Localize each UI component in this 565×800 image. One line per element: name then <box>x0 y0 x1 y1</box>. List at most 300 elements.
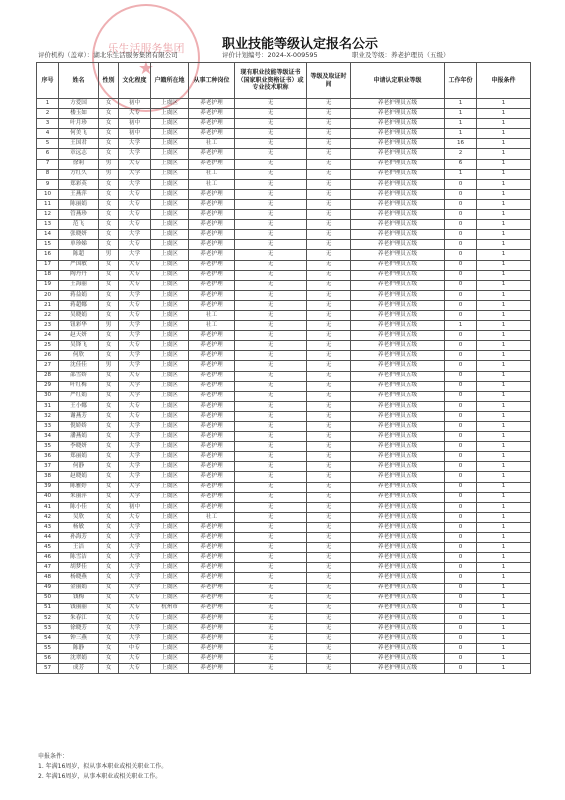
table-row <box>37 613 531 623</box>
cell-cert-date: 无 <box>307 401 351 411</box>
cell-job-post: 养老护理 <box>189 210 235 220</box>
table-row <box>37 664 531 674</box>
cell-gender: 女 <box>99 210 119 220</box>
cell-cert-date: 无 <box>307 341 351 351</box>
cell-name: 王海丽 <box>59 280 99 290</box>
cell-name: 楼玉如 <box>59 109 99 119</box>
cell-job-post: 社工 <box>189 310 235 320</box>
cell-eligibility: 1 <box>477 512 531 522</box>
cell-name: 陶丹丹 <box>59 270 99 280</box>
cell-residence: 上虞区 <box>151 139 189 149</box>
cell-name: 严国敏 <box>59 260 99 270</box>
table-row <box>37 432 531 442</box>
cell-job-post: 养老护理 <box>189 472 235 482</box>
cell-name: 赵天妍 <box>59 331 99 341</box>
cell-residence: 上虞区 <box>151 300 189 310</box>
cell-index: 13 <box>37 220 59 230</box>
cell-residence: 上虞区 <box>151 563 189 573</box>
cell-current-certificate: 无 <box>235 220 307 230</box>
cell-index: 20 <box>37 290 59 300</box>
cell-name: 赵晓娟 <box>59 472 99 482</box>
cell-applied-level: 养老护理员五级 <box>351 472 445 482</box>
cell-eligibility: 1 <box>477 543 531 553</box>
cell-job-post: 养老护理 <box>189 371 235 381</box>
cell-work-years: 0 <box>445 300 477 310</box>
table-row <box>37 220 531 230</box>
cell-current-certificate: 无 <box>235 129 307 139</box>
cell-gender: 女 <box>99 583 119 593</box>
cell-eligibility: 1 <box>477 199 531 209</box>
table-row <box>37 533 531 543</box>
cell-name: 严红娟 <box>59 391 99 401</box>
table-row <box>37 119 531 129</box>
cell-gender: 男 <box>99 250 119 260</box>
cell-gender: 女 <box>99 381 119 391</box>
cell-residence: 上虞区 <box>151 502 189 512</box>
cell-education: 大专 <box>119 220 151 230</box>
cell-index: 1 <box>37 99 59 109</box>
cell-education: 初中 <box>119 119 151 129</box>
cell-current-certificate: 无 <box>235 371 307 381</box>
cell-cert-date: 无 <box>307 169 351 179</box>
cell-gender: 女 <box>99 543 119 553</box>
cell-cert-date: 无 <box>307 644 351 654</box>
cell-current-certificate: 无 <box>235 300 307 310</box>
cell-cert-date: 无 <box>307 654 351 664</box>
cell-name: 章远志 <box>59 149 99 159</box>
cell-eligibility: 1 <box>477 391 531 401</box>
table-row <box>37 109 531 119</box>
cell-applied-level: 养老护理员五级 <box>351 250 445 260</box>
cell-index: 6 <box>37 149 59 159</box>
table-row <box>37 310 531 320</box>
cell-applied-level: 养老护理员五级 <box>351 270 445 280</box>
cell-index: 48 <box>37 573 59 583</box>
cell-name: 徐莉 <box>59 159 99 169</box>
table-row <box>37 583 531 593</box>
cell-gender: 女 <box>99 512 119 522</box>
cell-gender: 女 <box>99 119 119 129</box>
cell-education: 大专 <box>119 189 151 199</box>
cell-residence: 上虞区 <box>151 290 189 300</box>
cell-eligibility: 1 <box>477 260 531 270</box>
cell-job-post: 社工 <box>189 169 235 179</box>
cell-job-post: 养老护理 <box>189 633 235 643</box>
cell-cert-date: 无 <box>307 381 351 391</box>
cell-residence: 上虞区 <box>151 341 189 351</box>
cell-residence: 上虞区 <box>151 169 189 179</box>
table-row <box>37 179 531 189</box>
cell-residence: 上虞区 <box>151 391 189 401</box>
cell-work-years: 0 <box>445 573 477 583</box>
cell-job-post: 养老护理 <box>189 482 235 492</box>
cell-current-certificate: 无 <box>235 331 307 341</box>
cell-applied-level: 养老护理员五级 <box>351 310 445 320</box>
cell-gender: 女 <box>99 664 119 674</box>
cell-name: 潘燕娟 <box>59 432 99 442</box>
cell-applied-level: 养老护理员五级 <box>351 654 445 664</box>
cell-current-certificate: 无 <box>235 119 307 129</box>
cell-work-years: 0 <box>445 270 477 280</box>
cell-education: 大专 <box>119 270 151 280</box>
table-body <box>37 99 531 674</box>
cell-index: 5 <box>37 139 59 149</box>
cell-cert-date: 无 <box>307 583 351 593</box>
cell-current-certificate: 无 <box>235 189 307 199</box>
cell-applied-level: 养老护理员五级 <box>351 462 445 472</box>
cell-education: 大专 <box>119 300 151 310</box>
cell-job-post: 养老护理 <box>189 300 235 310</box>
header-cert-date: 等级及取证时间 <box>307 63 351 99</box>
cell-cert-date: 无 <box>307 482 351 492</box>
table-row <box>37 371 531 381</box>
cell-job-post: 养老护理 <box>189 563 235 573</box>
cell-applied-level: 养老护理员五级 <box>351 381 445 391</box>
cell-residence: 上虞区 <box>151 401 189 411</box>
cell-education: 大学 <box>119 432 151 442</box>
cell-applied-level: 养老护理员五级 <box>351 149 445 159</box>
cell-eligibility: 1 <box>477 250 531 260</box>
cell-index: 54 <box>37 633 59 643</box>
cell-gender: 女 <box>99 422 119 432</box>
cell-name: 方爱国 <box>59 99 99 109</box>
cell-work-years: 0 <box>445 341 477 351</box>
cell-cert-date: 无 <box>307 512 351 522</box>
cell-work-years: 0 <box>445 633 477 643</box>
cell-current-certificate: 无 <box>235 492 307 502</box>
cell-work-years: 0 <box>445 290 477 300</box>
table-row <box>37 563 531 573</box>
cell-eligibility: 1 <box>477 179 531 189</box>
cell-index: 18 <box>37 270 59 280</box>
cell-name: 何静 <box>59 462 99 472</box>
cell-current-certificate: 无 <box>235 109 307 119</box>
cell-index: 8 <box>37 169 59 179</box>
cell-education: 大学 <box>119 391 151 401</box>
cell-gender: 男 <box>99 321 119 331</box>
cell-cert-date: 无 <box>307 250 351 260</box>
cell-current-certificate: 无 <box>235 99 307 109</box>
seal-text: 乐生活服务集团 <box>107 42 185 55</box>
cell-work-years: 0 <box>445 654 477 664</box>
cell-name: 钮彩华 <box>59 321 99 331</box>
cell-education: 大学 <box>119 522 151 532</box>
cell-eligibility: 1 <box>477 351 531 361</box>
cell-gender: 女 <box>99 189 119 199</box>
cell-job-post: 养老护理 <box>189 623 235 633</box>
cell-gender: 女 <box>99 199 119 209</box>
cell-work-years: 1 <box>445 109 477 119</box>
cell-applied-level: 养老护理员五级 <box>351 260 445 270</box>
cell-cert-date: 无 <box>307 593 351 603</box>
cell-eligibility: 1 <box>477 462 531 472</box>
cell-work-years: 0 <box>445 603 477 613</box>
cell-index: 27 <box>37 361 59 371</box>
cell-applied-level: 养老护理员五级 <box>351 512 445 522</box>
cell-residence: 上虞区 <box>151 482 189 492</box>
cell-education: 大专 <box>119 199 151 209</box>
cell-residence: 上虞区 <box>151 543 189 553</box>
table-row <box>37 250 531 260</box>
cell-gender: 女 <box>99 99 119 109</box>
cell-education: 大专 <box>119 613 151 623</box>
cell-residence: 上虞区 <box>151 250 189 260</box>
cell-education: 大学 <box>119 381 151 391</box>
cell-residence: 上虞区 <box>151 280 189 290</box>
cell-eligibility: 1 <box>477 522 531 532</box>
cell-education: 大学 <box>119 543 151 553</box>
cell-eligibility: 1 <box>477 533 531 543</box>
cell-applied-level: 养老护理员五级 <box>351 492 445 502</box>
cell-index: 14 <box>37 230 59 240</box>
table-row <box>37 553 531 563</box>
cell-applied-level: 养老护理员五级 <box>351 159 445 169</box>
cell-cert-date: 无 <box>307 563 351 573</box>
cell-gender: 女 <box>99 533 119 543</box>
cell-current-certificate: 无 <box>235 593 307 603</box>
cell-job-post: 养老护理 <box>189 159 235 169</box>
cell-eligibility: 1 <box>477 553 531 563</box>
cell-cert-date: 无 <box>307 613 351 623</box>
cell-work-years: 0 <box>445 240 477 250</box>
cell-residence: 上虞区 <box>151 199 189 209</box>
table-row <box>37 341 531 351</box>
cell-current-certificate: 无 <box>235 149 307 159</box>
table-row <box>37 300 531 310</box>
cell-index: 39 <box>37 482 59 492</box>
cell-residence: 上虞区 <box>151 613 189 623</box>
cell-work-years: 0 <box>445 391 477 401</box>
cell-education: 大学 <box>119 331 151 341</box>
plan-number: 评价计划编号：2024-X-009595 <box>222 51 318 59</box>
cell-eligibility: 1 <box>477 240 531 250</box>
cell-eligibility: 1 <box>477 593 531 603</box>
cell-residence: 上虞区 <box>151 321 189 331</box>
cell-applied-level: 养老护理员五级 <box>351 452 445 462</box>
cell-education: 大专 <box>119 512 151 522</box>
table-row <box>37 260 531 270</box>
cell-current-certificate: 无 <box>235 351 307 361</box>
cell-current-certificate: 无 <box>235 522 307 532</box>
cell-residence: 上虞区 <box>151 230 189 240</box>
cell-current-certificate: 无 <box>235 664 307 674</box>
table-row <box>37 280 531 290</box>
cell-gender: 男 <box>99 361 119 371</box>
cell-current-certificate: 无 <box>235 250 307 260</box>
header-residence: 户籍所在地 <box>151 63 189 99</box>
cell-name: 朱丽萍 <box>59 492 99 502</box>
cell-index: 30 <box>37 391 59 401</box>
cell-current-certificate: 无 <box>235 533 307 543</box>
cell-work-years: 0 <box>445 502 477 512</box>
cell-cert-date: 无 <box>307 331 351 341</box>
cell-job-post: 养老护理 <box>189 240 235 250</box>
cell-applied-level: 养老护理员五级 <box>351 210 445 220</box>
table-row <box>37 633 531 643</box>
header-education: 文化程度 <box>119 63 151 99</box>
cell-education: 大学 <box>119 583 151 593</box>
cell-index: 45 <box>37 543 59 553</box>
cell-applied-level: 养老护理员五级 <box>351 139 445 149</box>
cell-name: 钱梅 <box>59 593 99 603</box>
cell-education: 大专 <box>119 664 151 674</box>
cell-gender: 女 <box>99 462 119 472</box>
cell-cert-date: 无 <box>307 149 351 159</box>
cell-applied-level: 养老护理员五级 <box>351 290 445 300</box>
cell-residence: 上虞区 <box>151 361 189 371</box>
cell-current-certificate: 无 <box>235 199 307 209</box>
cell-job-post: 养老护理 <box>189 543 235 553</box>
table-row <box>37 442 531 452</box>
cell-name: 叶红梅 <box>59 381 99 391</box>
cell-eligibility: 1 <box>477 573 531 583</box>
cell-current-certificate: 无 <box>235 210 307 220</box>
cell-residence: 上虞区 <box>151 512 189 522</box>
cell-index: 23 <box>37 321 59 331</box>
table-row <box>37 573 531 583</box>
cell-education: 大学 <box>119 563 151 573</box>
cell-job-post: 养老护理 <box>189 189 235 199</box>
cell-eligibility: 1 <box>477 583 531 593</box>
cell-index: 10 <box>37 189 59 199</box>
cell-gender: 女 <box>99 280 119 290</box>
cell-applied-level: 养老护理员五级 <box>351 169 445 179</box>
table-row <box>37 644 531 654</box>
cell-index: 38 <box>37 472 59 482</box>
cell-job-post: 社工 <box>189 139 235 149</box>
cell-work-years: 0 <box>445 512 477 522</box>
cell-name: 王国君 <box>59 139 99 149</box>
cell-index: 36 <box>37 452 59 462</box>
cell-gender: 女 <box>99 613 119 623</box>
cell-eligibility: 1 <box>477 280 531 290</box>
cell-index: 15 <box>37 240 59 250</box>
cell-name: 张晓妍 <box>59 230 99 240</box>
cell-index: 34 <box>37 432 59 442</box>
cell-eligibility: 1 <box>477 169 531 179</box>
cell-current-certificate: 无 <box>235 623 307 633</box>
cell-index: 19 <box>37 280 59 290</box>
cell-gender: 女 <box>99 139 119 149</box>
cell-work-years: 0 <box>445 250 477 260</box>
table-row <box>37 189 531 199</box>
cell-eligibility: 1 <box>477 139 531 149</box>
cell-job-post: 养老护理 <box>189 381 235 391</box>
cell-cert-date: 无 <box>307 452 351 462</box>
cell-index: 7 <box>37 159 59 169</box>
cell-current-certificate: 无 <box>235 633 307 643</box>
cell-education: 大学 <box>119 250 151 260</box>
cell-residence: 上虞区 <box>151 129 189 139</box>
cell-index: 47 <box>37 563 59 573</box>
cell-job-post: 养老护理 <box>189 230 235 240</box>
cell-name: 沈翠娟 <box>59 654 99 664</box>
cell-applied-level: 养老护理员五级 <box>351 573 445 583</box>
cell-applied-level: 养老护理员五级 <box>351 411 445 421</box>
cell-gender: 女 <box>99 109 119 119</box>
cell-current-certificate: 无 <box>235 159 307 169</box>
cell-gender: 女 <box>99 502 119 512</box>
cell-applied-level: 养老护理员五级 <box>351 189 445 199</box>
cell-education: 初中 <box>119 502 151 512</box>
cell-job-post: 养老护理 <box>189 109 235 119</box>
cell-index: 3 <box>37 119 59 129</box>
cell-cert-date: 无 <box>307 139 351 149</box>
cell-residence: 上虞区 <box>151 270 189 280</box>
cell-cert-date: 无 <box>307 199 351 209</box>
cell-applied-level: 养老护理员五级 <box>351 109 445 119</box>
header-job-post: 从事工种岗位 <box>189 63 235 99</box>
cell-residence: 上虞区 <box>151 573 189 583</box>
cell-gender: 女 <box>99 633 119 643</box>
table-row <box>37 381 531 391</box>
cell-current-certificate: 无 <box>235 401 307 411</box>
cell-name: 王燕萍 <box>59 189 99 199</box>
cell-job-post: 养老护理 <box>189 452 235 462</box>
cell-cert-date: 无 <box>307 492 351 502</box>
cell-education: 大学 <box>119 573 151 583</box>
notes-item: 1. 年满16周岁，拟从事本职业或相关职业工作。 <box>38 763 168 771</box>
cell-gender: 女 <box>99 492 119 502</box>
header-gender: 性别 <box>99 63 119 99</box>
cell-residence: 上虞区 <box>151 593 189 603</box>
cell-residence: 上虞区 <box>151 159 189 169</box>
cell-eligibility: 1 <box>477 119 531 129</box>
cell-cert-date: 无 <box>307 270 351 280</box>
cell-job-post: 养老护理 <box>189 603 235 613</box>
cell-education: 大学 <box>119 633 151 643</box>
cell-job-post: 养老护理 <box>189 583 235 593</box>
cell-work-years: 0 <box>445 462 477 472</box>
cell-education: 大专 <box>119 593 151 603</box>
header-current-certificate: 现有职业技能等级证书（国家职业资格证书）或专业技术职称 <box>235 63 307 99</box>
cell-cert-date: 无 <box>307 411 351 421</box>
cell-current-certificate: 无 <box>235 280 307 290</box>
cell-name: 单珍娣 <box>59 240 99 250</box>
table-row <box>37 422 531 432</box>
table-header-row <box>37 63 531 99</box>
cell-work-years: 0 <box>445 492 477 502</box>
cell-current-certificate: 无 <box>235 240 307 250</box>
cell-gender: 女 <box>99 270 119 280</box>
cell-gender: 女 <box>99 654 119 664</box>
cell-residence: 上虞区 <box>151 189 189 199</box>
cell-gender: 女 <box>99 260 119 270</box>
cell-eligibility: 1 <box>477 321 531 331</box>
cell-applied-level: 养老护理员五级 <box>351 543 445 553</box>
cell-eligibility: 1 <box>477 361 531 371</box>
cell-education: 大学 <box>119 321 151 331</box>
cell-eligibility: 1 <box>477 422 531 432</box>
cell-cert-date: 无 <box>307 472 351 482</box>
cell-eligibility: 1 <box>477 210 531 220</box>
table-row <box>37 129 531 139</box>
cell-job-post: 养老护理 <box>189 411 235 421</box>
seal-star-icon: ★ <box>137 58 155 79</box>
cell-current-certificate: 无 <box>235 512 307 522</box>
cell-eligibility: 1 <box>477 664 531 674</box>
table-row <box>37 543 531 553</box>
cell-work-years: 0 <box>445 593 477 603</box>
cell-work-years: 0 <box>445 381 477 391</box>
cell-education: 大学 <box>119 139 151 149</box>
cell-job-post: 养老护理 <box>189 522 235 532</box>
cell-name: 郑彩英 <box>59 179 99 189</box>
cell-job-post: 社工 <box>189 179 235 189</box>
cell-job-post: 养老护理 <box>189 462 235 472</box>
cell-gender: 女 <box>99 411 119 421</box>
cell-gender: 女 <box>99 300 119 310</box>
